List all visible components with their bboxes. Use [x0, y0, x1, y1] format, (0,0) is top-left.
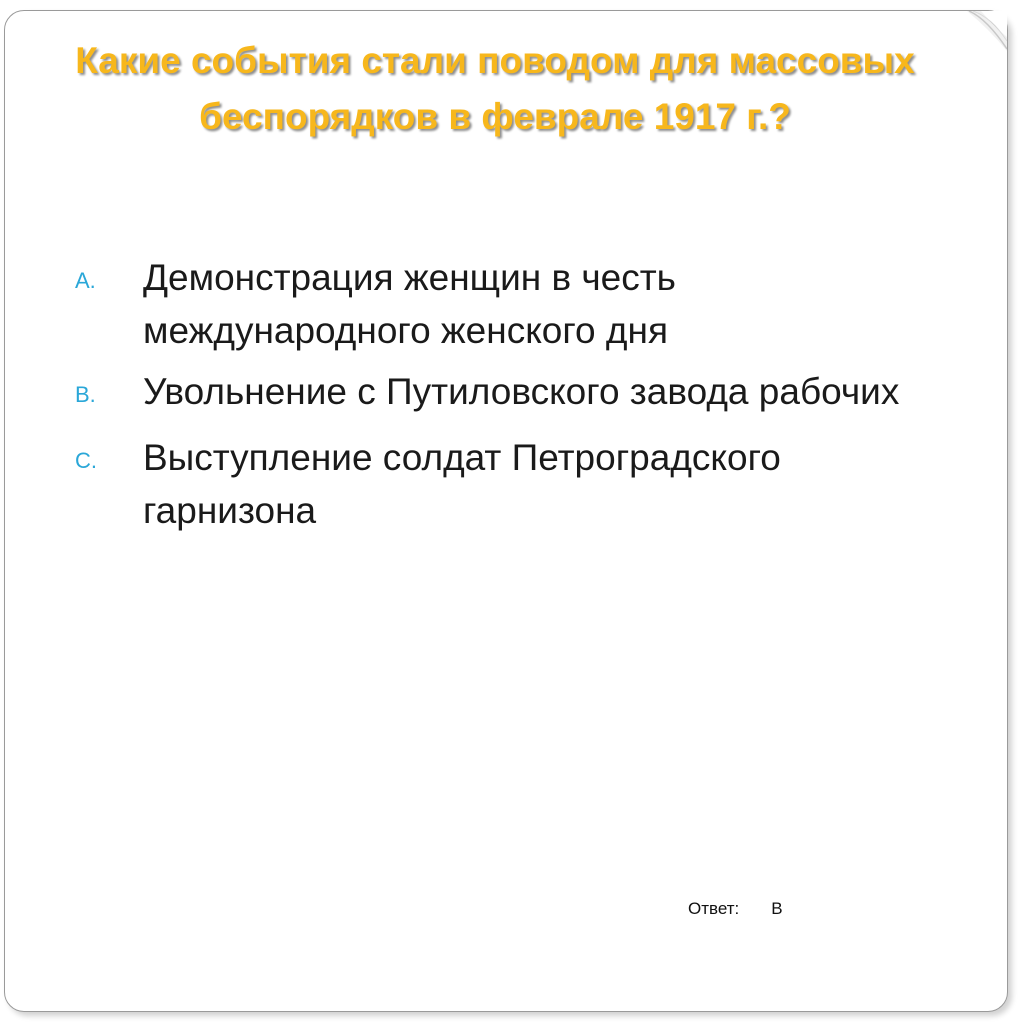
option-letter: B. [75, 382, 96, 407]
option-letter: A. [75, 268, 96, 293]
page-curl-icon [967, 11, 1007, 51]
option-c [75, 431, 955, 537]
option-a [75, 251, 955, 357]
option-text: Выступление солдат Петроградского гарнизона [143, 437, 781, 531]
slide-frame [4, 10, 1008, 1012]
option-text: Демонстрация женщин в честь международного женского дня [143, 257, 676, 351]
option-b [75, 365, 955, 423]
answer-label: Ответ: [688, 899, 740, 918]
option-text: Увольнение с Путиловского завода рабочих [143, 371, 900, 412]
answer-options-list [75, 251, 955, 545]
slide-title: Какие события стали поводом для массовых беспорядков в феврале 1917 г.? [75, 40, 915, 137]
answer-line [688, 899, 783, 919]
answer-value: В [771, 899, 783, 918]
option-letter: C. [75, 448, 97, 473]
